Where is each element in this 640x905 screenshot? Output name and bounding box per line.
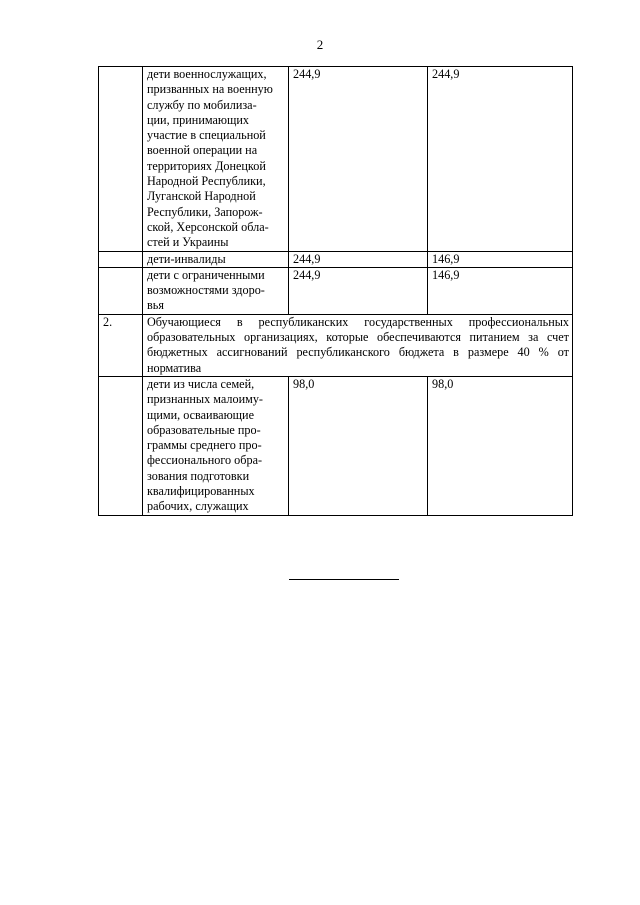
section-heading	[143, 314, 573, 376]
category-line: Республики, Запорож-	[147, 204, 263, 219]
value-cell-2: 146,9	[428, 251, 573, 267]
value-cell-1: 244,9	[289, 267, 428, 314]
category-line: дети-инвалиды	[147, 251, 226, 266]
section-line: образовательных организациях, которые обеспечиваются питанием за счет	[147, 330, 569, 345]
category-line: военной операции на	[147, 143, 258, 158]
table-row	[99, 251, 573, 267]
category-line: территориях Донецкой	[147, 158, 266, 173]
section-line: норматива	[147, 360, 202, 375]
table-row	[99, 376, 573, 515]
category-line: ской, Херсонской обла-	[147, 219, 269, 234]
value-cell-1: 244,9	[289, 251, 428, 267]
category-line: признанных малоиму-	[147, 392, 263, 407]
section-line: бюджетных ассигнований республиканского бюджета в размере 40 % от	[147, 345, 569, 360]
category-line: Луганской Народной	[147, 189, 256, 204]
category-line: призванных на военную	[147, 82, 273, 97]
category-line: рабочих, служащих	[147, 499, 249, 514]
table-row	[99, 67, 573, 252]
category-line: образовательные про-	[147, 422, 261, 437]
row-number	[99, 267, 143, 314]
row-number	[99, 251, 143, 267]
category-cell	[143, 376, 289, 515]
benefits-table	[98, 66, 573, 516]
category-line: участие в специальной	[147, 128, 266, 143]
value-cell-2: 244,9	[428, 67, 573, 252]
category-cell	[143, 251, 289, 267]
category-line: дети военнослужащих,	[147, 67, 267, 81]
value-cell-2: 146,9	[428, 267, 573, 314]
table-row	[99, 267, 573, 314]
section-line: Обучающиеся в республиканских государственных профессиональных	[147, 314, 569, 329]
category-line: стей и Украины	[147, 235, 229, 250]
category-cell	[143, 67, 289, 252]
section-number: 2.	[99, 314, 143, 376]
category-line: дети из числа семей,	[147, 376, 255, 391]
category-line: ции, принимающих	[147, 112, 249, 127]
category-line: фессионального обра-	[147, 453, 263, 468]
page-number: 2	[316, 37, 324, 52]
row-number	[99, 376, 143, 515]
category-cell	[143, 267, 289, 314]
end-rule	[289, 579, 399, 580]
category-line: возможностями здоро-	[147, 283, 265, 298]
category-line: службу по мобилиза-	[147, 97, 257, 112]
category-line: Народной Республики,	[147, 174, 266, 189]
category-line: вья	[147, 298, 164, 313]
category-line: зования подготовки	[147, 468, 250, 483]
category-line: дети с ограниченными	[147, 267, 265, 282]
value-cell-1: 244,9	[289, 67, 428, 252]
category-line: щими, осваивающие	[147, 407, 254, 422]
value-cell-2: 98,0	[428, 376, 573, 515]
value-cell-1: 98,0	[289, 376, 428, 515]
category-line: квалифицированных	[147, 484, 255, 499]
category-line: граммы среднего про-	[147, 438, 262, 453]
section-row	[99, 314, 573, 376]
row-number	[99, 67, 143, 252]
